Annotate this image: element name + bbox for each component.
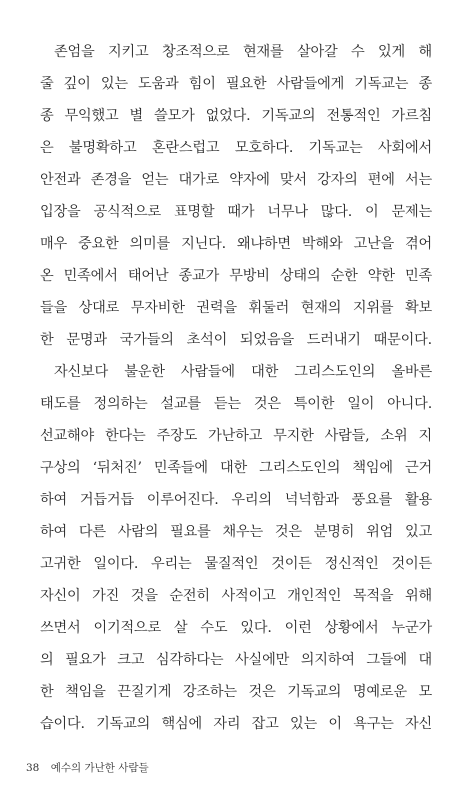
text-line: 존엄을 지키고 창조적으로 현재를 살아갈 수 있게 해 [54,44,432,60]
text-line: 하여 거듭거듭 이루어진다. 우리의 넉넉함과 풍요를 활용 [40,492,432,508]
text-line: 자신이 가진 것을 순전히 사적이고 개인적인 목적을 위해 [40,588,432,604]
text-line: 매우 중요한 의미를 지닌다. 왜냐하면 박해와 고난을 겪어 [40,236,432,252]
text-line: 쓰면서 이기적으로 살 수도 있다. 이런 상황에서 누군가 [40,620,432,636]
text-line: 자신보다 불운한 사람들에 대한 그리스도인의 올바른 [54,364,432,380]
text-line: 고귀한 일이다. 우리는 물질적인 것이든 정신적인 것이든 [40,556,432,572]
page-body [40,36,432,740]
text-line: 한 책임을 끈질기게 강조하는 것은 기독교의 명예로운 모 [40,684,432,700]
text-line: 줄 깊이 있는 도움과 힘이 필요한 사람들에게 기독교는 종 [40,76,432,92]
text-line: 온 민족에서 태어난 종교가 무방비 상태의 순한 약한 민족 [40,268,432,284]
text-line: 습이다. 기독교의 핵심에 자리 잡고 있는 이 욕구는 자신 [40,716,432,732]
running-title: 예수의 가난한 사람들 [50,762,149,774]
text-line: 의 필요가 크고 심각하다는 사실에만 의지하여 그들에 대 [40,652,432,668]
paragraph-2 [40,356,432,740]
text-line: 은 불명확하고 혼란스럽고 모호하다. 기독교는 사회에서 [40,140,432,156]
text-line: 구상의 ‘뒤처진’ 민족들에 대한 그리스도인의 책임에 근거 [40,460,432,476]
text-line: 종 무익했고 별 쓸모가 없었다. 기독교의 전통적인 가르침 [40,108,432,124]
text-line: 입장을 공식적으로 표명할 때가 너무나 많다. 이 문제는 [40,204,432,220]
page-footer [26,760,149,775]
text-line: 들을 상대로 무자비한 권력을 휘둘러 현재의 지위를 확보 [40,300,432,316]
text-line: 한 문명과 국가들의 초석이 되었음을 드러내기 때문이다. [40,332,432,348]
page-number: 38 [26,762,40,774]
text-line: 하여 다른 사람의 필요를 채우는 것은 분명히 위엄 있고 [40,524,432,540]
text-line: 안전과 존경을 얻는 대가로 약자에 맞서 강자의 편에 서는 [40,172,432,188]
text-line: 태도를 정의하는 설교를 듣는 것은 특이한 일이 아니다. [40,396,432,412]
paragraph-1 [40,36,432,356]
text-line: 선교해야 한다는 주장도 가난하고 무지한 사람들, 소위 지 [40,428,432,444]
